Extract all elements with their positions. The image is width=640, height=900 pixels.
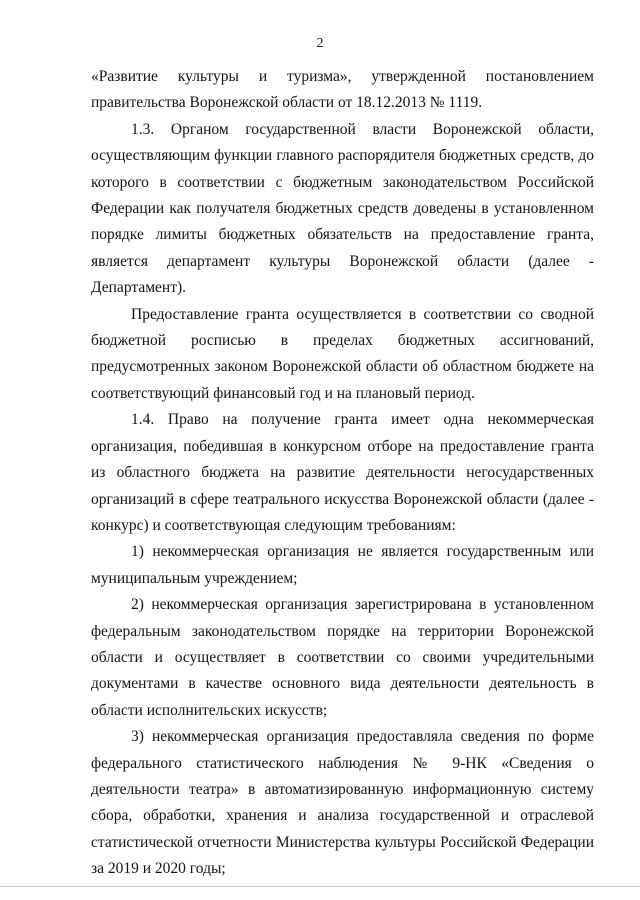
paragraph-program-reference: «Развитие культуры и туризма», утвержденной постановлением правительства Воронежской области от 18.12.2013 № 1119. (91, 68, 594, 112)
requirement-3: 3) некоммерческая организация предоставляла сведения по форме федерального статистического наблюдения № 9-НК «Сведения о деятельности театра» в автоматизированную информационную систему сбора, обработки, хранения и анализа государственной и отраслевой статистической отчетности Министерства культуры Российской Федерации за 2019 и 2020 годы; (91, 728, 594, 878)
requirement-1: 1) некоммерческая организация не является государственным или муниципальным учреждением; (91, 543, 594, 587)
paragraph-1-3: 1.3. Органом государственной власти Воронежской области, осуществляющим функции главного распорядителя бюджетных средств, до которого в соответствии с бюджетным законодательством Российской Федерации как получателя бюджетных средств доведены в установленном порядке лимиты бюджетных обязательств на предоставление гранта, является департамент культуры Воронежской области (далее - Департамент). (91, 120, 594, 297)
document-body (91, 64, 594, 883)
footer-divider (0, 886, 640, 887)
requirement-2: 2) некоммерческая организация зарегистрирована в установленном федеральным законодательством порядке на территории Воронежской области и осуществляет в соответствии со своими учредительными документами в качестве основного вида деятельности деятельность в области исполнительских искусств; (91, 596, 594, 719)
paragraph-1-4: 1.4. Право на получение гранта имеет одна некоммерческая организация, победившая в конкурсном отборе на предоставление гранта из областного бюджета на развитие деятельности негосударственных организаций в сфере театрального искусства Воронежской области (далее - конкурс) и соответствующая следующим требованиям: (91, 411, 594, 534)
paragraph-grant-budget: Предоставление гранта осуществляется в соответствии со сводной бюджетной росписью в пределах бюджетных ассигнований, предусмотренных законом Воронежской области об областном бюджете на соответствующий финансовый год и на плановый период. (91, 305, 594, 402)
page-number: 2 (316, 36, 324, 51)
